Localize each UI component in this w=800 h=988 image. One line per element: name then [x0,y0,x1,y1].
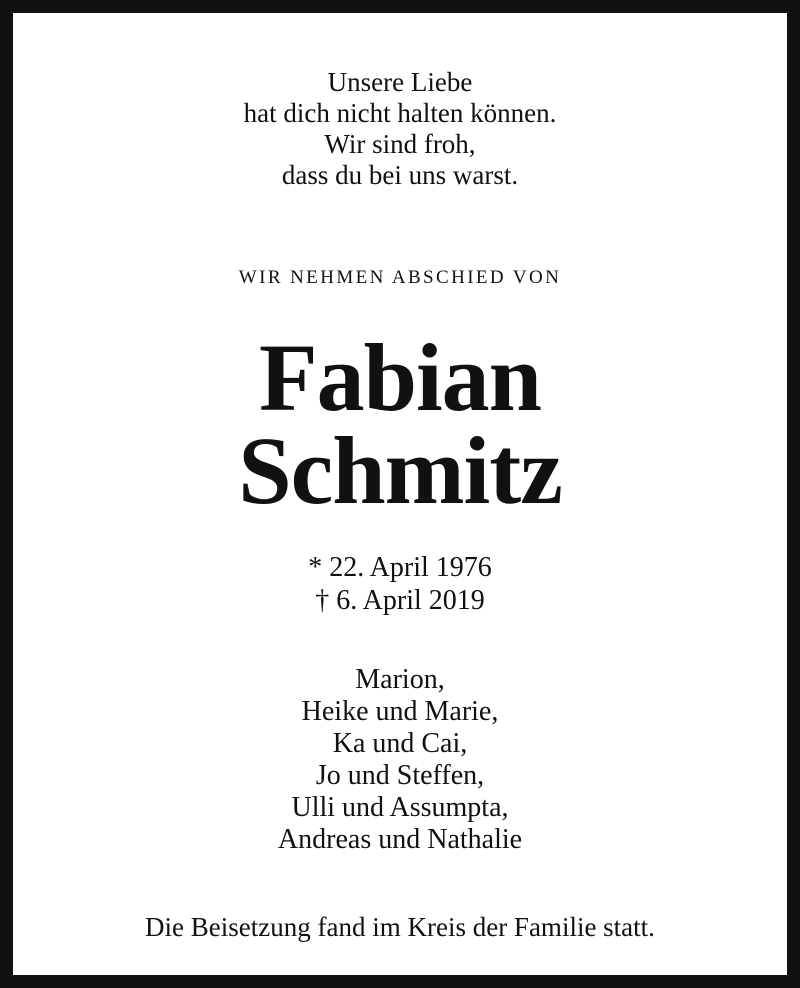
mourner-line: Jo und Steffen, [315,760,485,791]
poem [26,67,774,191]
mourner-line: Ulli und Assumpta, [291,792,509,823]
mourner-line: Heike und Marie, [301,696,499,727]
last-name: Schmitz [238,417,562,524]
poem-line: Wir sind froh, [324,129,476,159]
mourner-line: Ka und Cai, [332,728,468,759]
life-dates [26,551,774,617]
deceased-name [26,324,774,524]
farewell-heading: WIR NEHMEN ABSCHIED VON [238,267,562,288]
poem-line: dass du bei uns warst. [281,160,519,190]
poem-line: hat dich nicht halten können. [243,98,557,128]
birth-date: * 22. April 1976 [308,552,492,583]
mourner-line: Andreas und Nathalie [277,824,523,855]
death-date: † 6. April 2019 [315,585,485,616]
poem-line: Unsere Liebe [327,67,473,97]
mourner-line: Marion, [355,664,445,695]
mourners-list [26,664,774,856]
funeral-notice: Die Beisetzung fand im Kreis der Familie statt. [145,912,655,942]
first-name: Fabian [258,324,542,431]
